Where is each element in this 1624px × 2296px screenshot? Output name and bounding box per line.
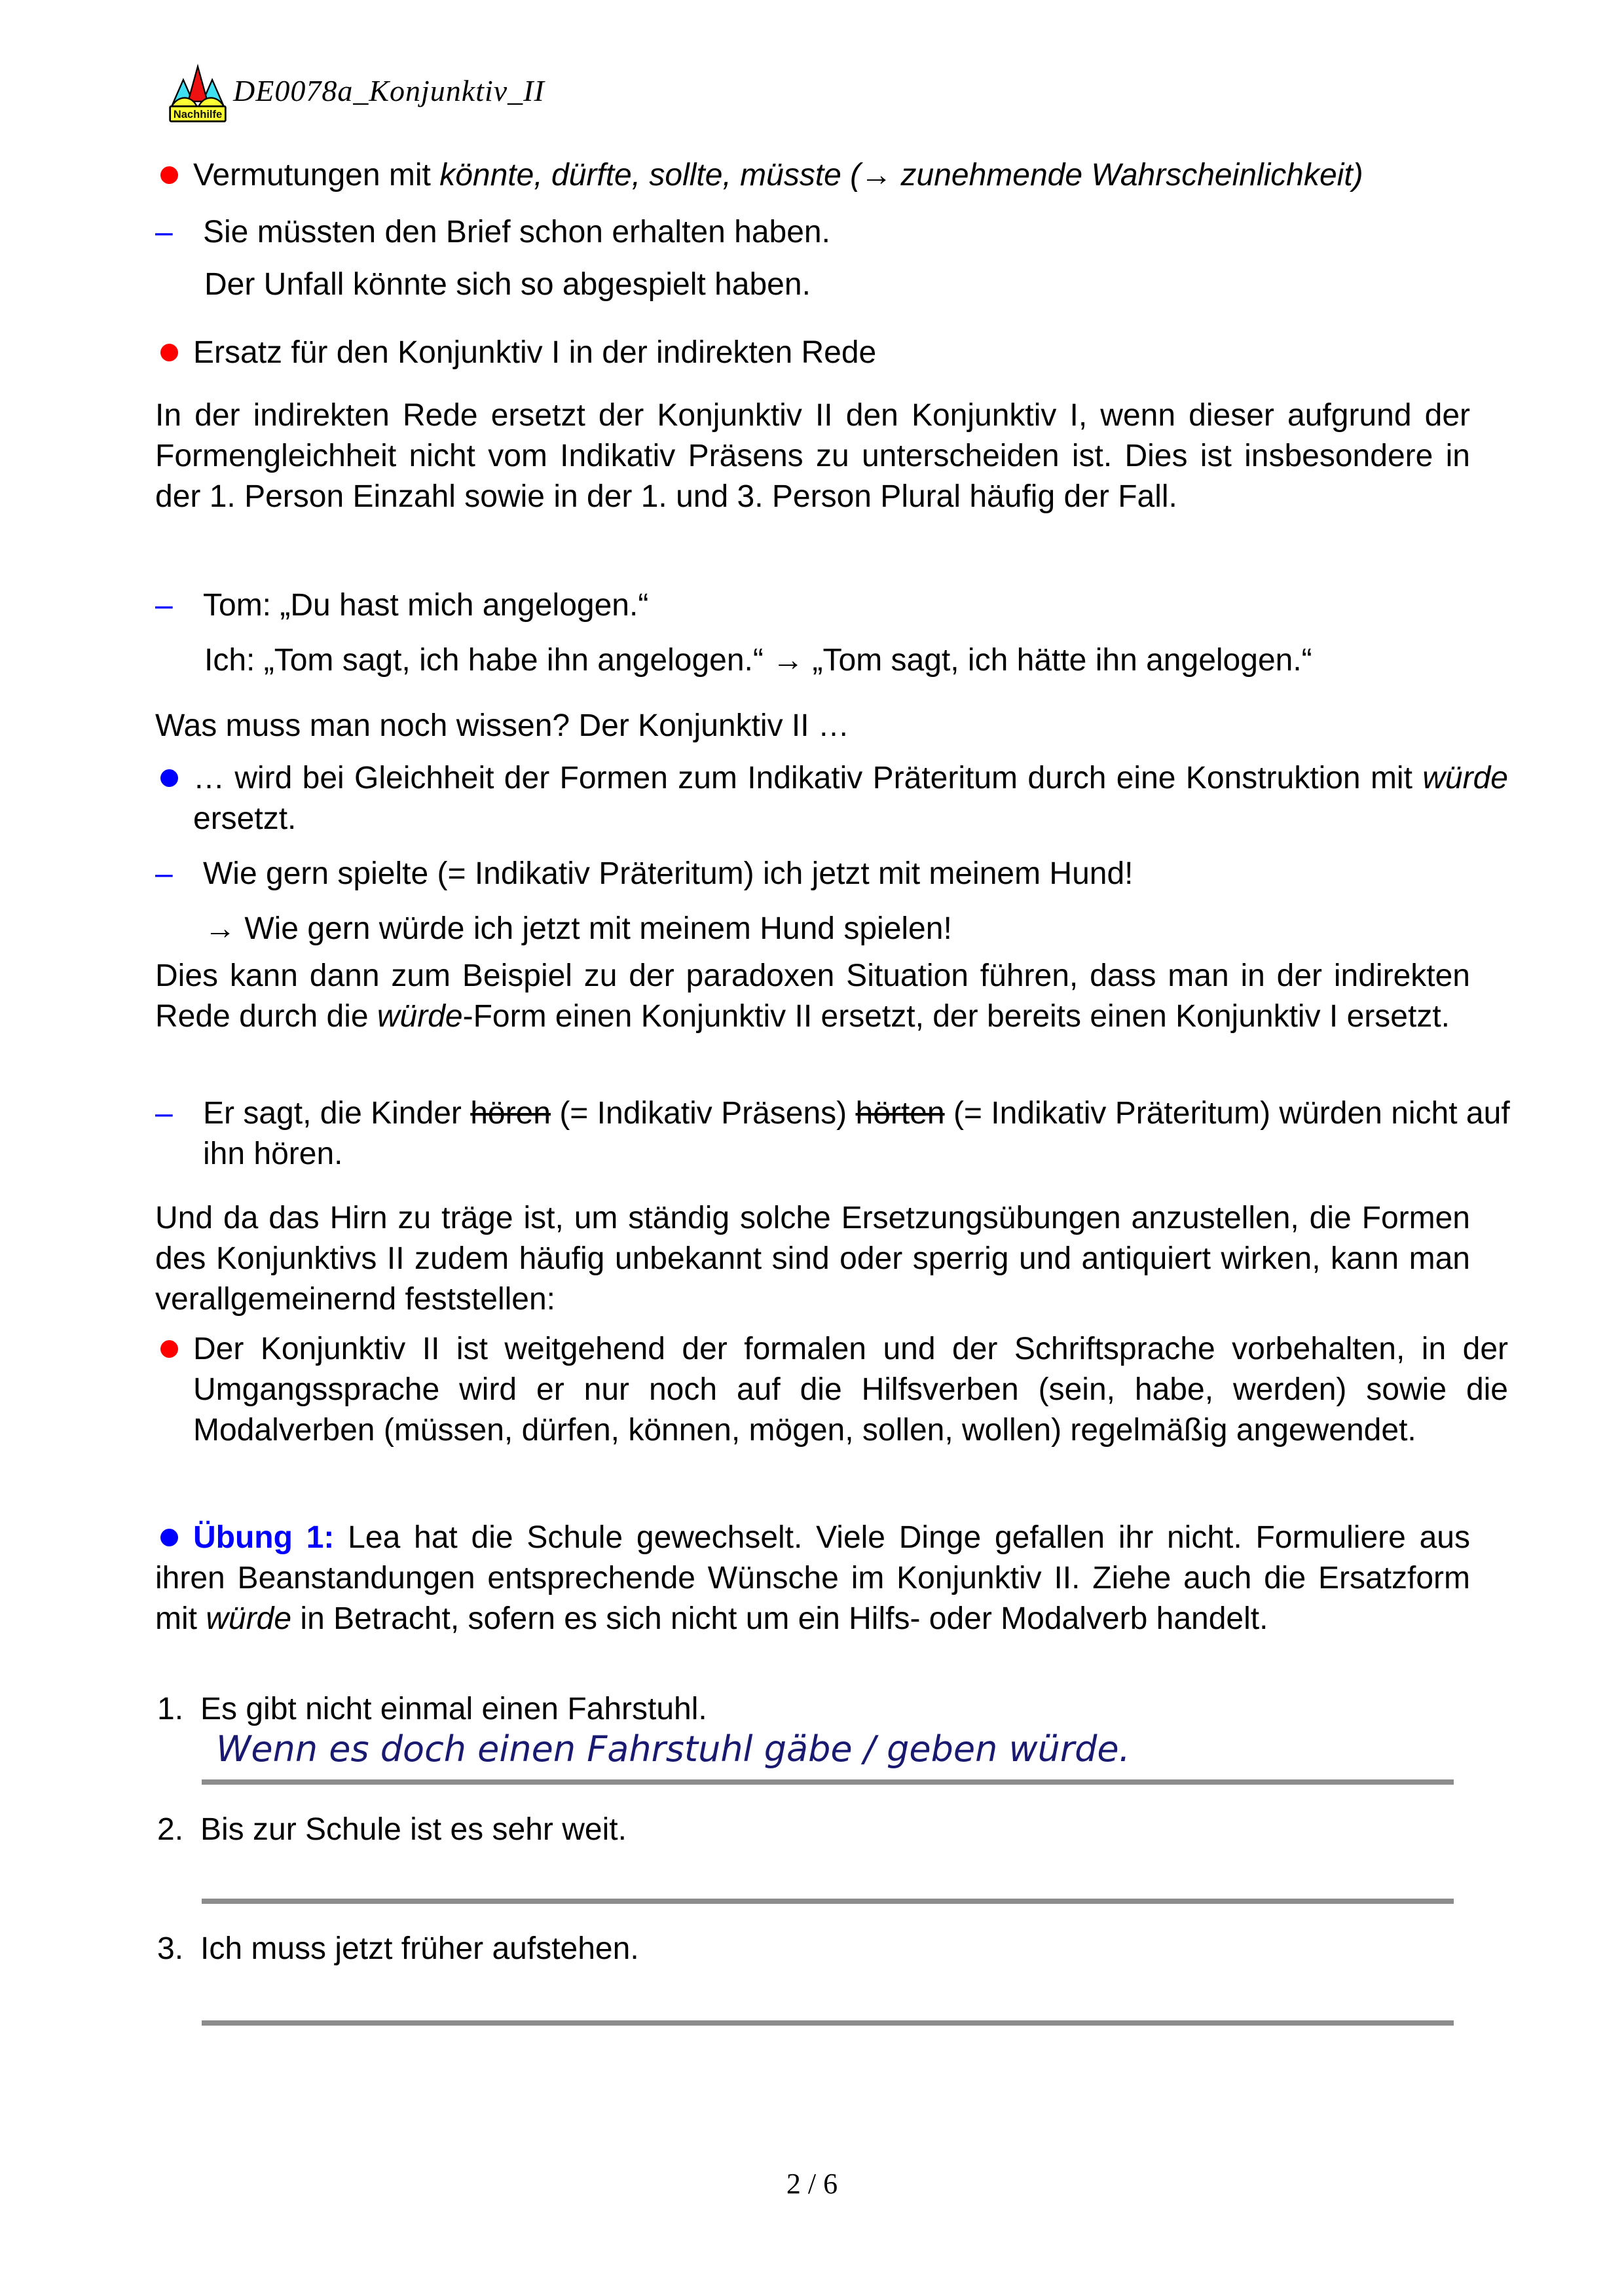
uebung-1-italic: würde — [206, 1601, 292, 1636]
exercise-item-2 — [157, 1810, 1513, 1850]
paradox-italic: würde — [377, 999, 463, 1034]
dash-item-er-sagt — [155, 1093, 1518, 1175]
example-unfall: Der Unfall könnte sich so abgespielt haben. — [204, 267, 811, 302]
bullet-item-vermutungen — [155, 155, 1508, 196]
mountain-logo-icon — [168, 63, 228, 124]
uebung-1-label: Übung 1: — [193, 1520, 335, 1555]
paragraph-paradox — [155, 956, 1470, 1037]
exercise-item-3-number: 3. — [157, 1931, 184, 1966]
er-sagt-strike-2: hörten — [855, 1096, 945, 1131]
exercise-item-1-number: 1. — [157, 1692, 184, 1726]
er-sagt-mid: (= Indikativ Präsens) — [550, 1096, 856, 1131]
er-sagt-strike-1: hören — [470, 1096, 551, 1131]
paradox-lead: Dies kann dann zum Beispiel zu der paradoxen Situation führen, dass man in der indirekten Rede durch die — [155, 958, 1470, 1034]
uebung-1-lead: Lea hat die Schule gewechselt. Viele Dinge gefallen ihr nicht. Formuliere aus ihren Beanstandungen entsprechende Wünsche im Konjunktiv II. Ziehe auch die Ersatzform mit — [155, 1520, 1471, 1636]
wird-bei-italic: würde — [1422, 761, 1508, 795]
wird-bei-tail: ersetzt. — [193, 801, 297, 836]
answer-line-2[interactable] — [202, 1899, 1454, 1904]
dash-item-wie-gern: – Wie gern spielte (= Indikativ Präteritum) ich jetzt mit meinem Hund! — [155, 854, 1518, 894]
answer-line-1[interactable] — [202, 1779, 1454, 1785]
paradox-tail: -Form einen Konjunktiv II ersetzt, der bereits einen Konjunktiv I ersetzt. — [462, 999, 1450, 1034]
dash-item-brief: – Sie müssten den Brief schon erhalten haben. — [155, 212, 1518, 253]
answer-text-1: Wenn es doch einen Fahrstuhl gäbe / geben würde. — [216, 1728, 1130, 1770]
bullet-item-konjunktiv-formal: Der Konjunktiv II ist weitgehend der formalen und der Schriftsprache vorbehalten, in der Umgangssprache wird er nur noch auf die Hilfsverben (sein, habe, werden) sowie die Modalverben (müssen, dürfen, können, mögen, sollen, wollen) regelmäßig angewendet. — [155, 1329, 1508, 1451]
logo-label: Nachhilfe — [173, 107, 223, 120]
answer-line-3[interactable] — [202, 2020, 1454, 2026]
exercise-item-3 — [157, 1929, 1513, 1969]
exercise-item-3-text: Ich muss jetzt früher aufstehen. — [200, 1931, 639, 1966]
document-title: DE0078a_Konjunktiv_II — [233, 74, 545, 107]
exercise-item-1-text: Es gibt nicht einmal einen Fahrstuhl. — [200, 1692, 707, 1726]
vermutungen-italic: könnte, dürfte, sollte, müsste (→ zunehmende Wahrscheinlichkeit) — [439, 158, 1363, 192]
example-wie-gern-arrow: → Wie gern würde ich jetzt mit meinem Hund spielen! — [204, 911, 952, 946]
bullet-item-ersatz: Ersatz für den Konjunktiv I in der indirekten Rede — [155, 333, 1508, 373]
dash-item-tom: – Tom: „Du hast mich angelogen.“ — [155, 585, 1518, 626]
example-ich: Ich: „Tom sagt, ich habe ihn angelogen.“ → „Tom sagt, ich hätte ihn angelogen.“ — [204, 643, 1312, 678]
uebung-1-tail: in Betracht, sofern es sich nicht um ein Hilfs- oder Modalverb handelt. — [291, 1601, 1268, 1636]
er-sagt-tail: (= Indikativ Präteritum) würden nicht auf ihn hören. — [203, 1096, 1510, 1171]
wird-bei-lead: … wird bei Gleichheit der Formen zum Indikativ Präteritum durch eine Konstruktion mit — [193, 761, 1423, 795]
er-sagt-lead: Er sagt, die Kinder — [203, 1096, 471, 1131]
paragraph-was-muss: Was muss man noch wissen? Der Konjunktiv II … — [155, 708, 849, 743]
vermutungen-lead: Vermutungen mit — [193, 158, 440, 192]
paragraph-indirekte-rede: In der indirekten Rede ersetzt der Konjunktiv II den Konjunktiv I, wenn dieser aufgrund der Formengleichheit nicht vom Indikativ Präsens zu unterscheiden ist. Dies ist insbesondere in der 1. Person Einzahl sowie in der 1. und 3. Person Plural häufig der Fall. — [155, 398, 1470, 514]
nachhilfe-logo — [168, 63, 228, 124]
exercise-item-2-number: 2. — [157, 1812, 184, 1847]
exercise-item-2-text: Bis zur Schule ist es sehr weit. — [200, 1812, 627, 1847]
paragraph-hirn: Und da das Hirn zu träge ist, um ständig solche Ersetzungsübungen anzustellen, die Formen des Konjunktivs II zudem häufig unbekannt sind oder sperrig und antiquiert wirken, kann man verallgemeinernd feststellen: — [155, 1201, 1470, 1317]
exercise-item-1 — [157, 1689, 1513, 1730]
page-number: 2 / 6 — [786, 2168, 838, 2200]
uebung-1-intro — [155, 1518, 1470, 1639]
bullet-item-wird-bei — [155, 758, 1508, 839]
